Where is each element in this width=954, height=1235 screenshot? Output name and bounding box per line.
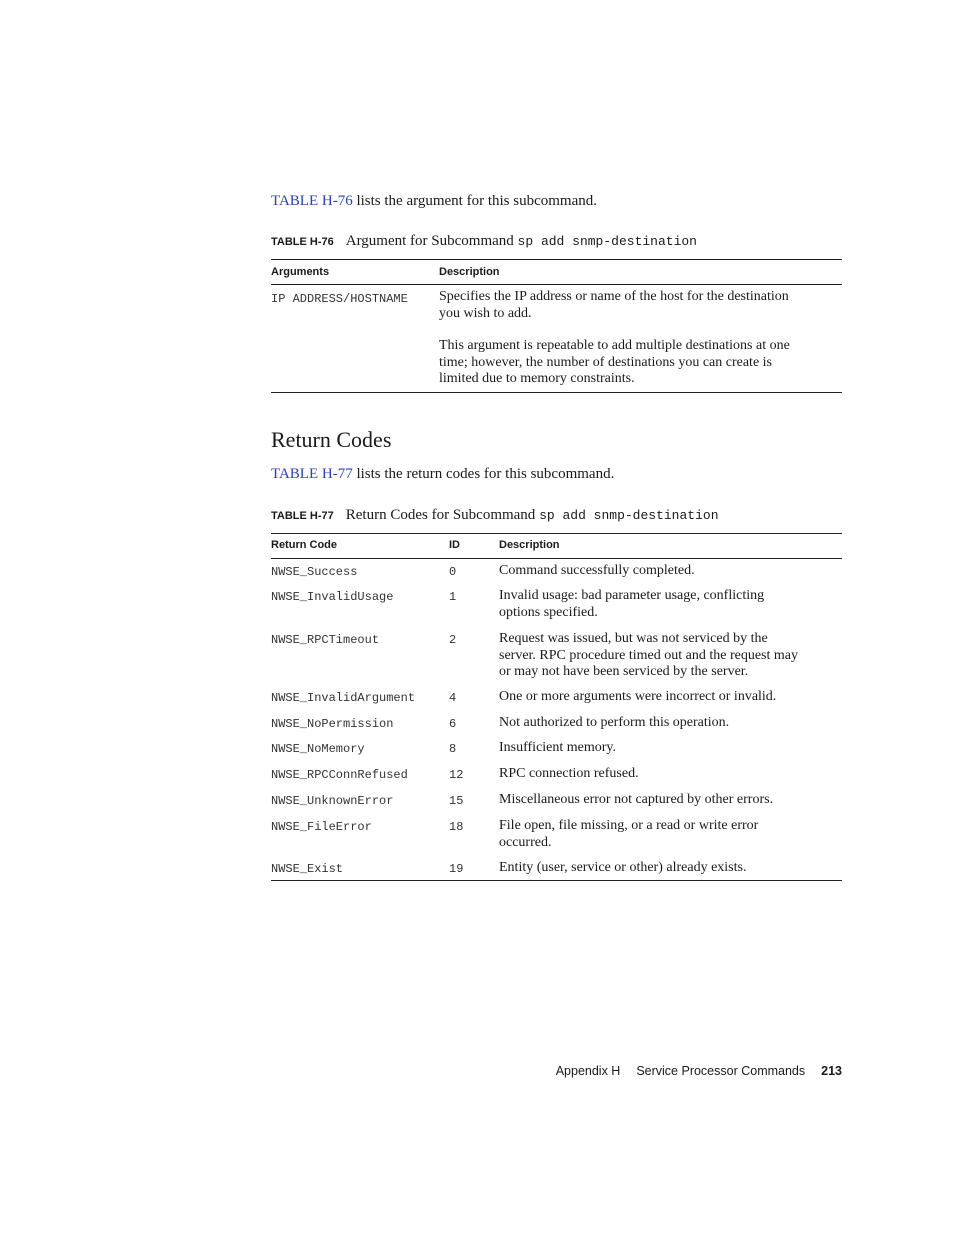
table-h77-bottom-rule [271,880,842,881]
return-code-cell: NWSE_NoMemory [271,742,365,756]
table-h76-caption [271,232,697,251]
id-cell: 2 [449,633,457,647]
description-line: Entity (user, service or other) already exists. [499,860,747,875]
description-cell [499,860,839,877]
description-line: Command successfully completed. [499,563,695,578]
table-h76-label: TABLE H-76 [271,236,334,248]
description-line: limited due to memory constraints. [439,371,635,386]
table-h77-header-return-code: Return Code [271,539,337,551]
table-h77-title: Return Codes for Subcommand [345,507,540,523]
id-cell: 12 [449,768,464,782]
intro-paragraph-1 [271,192,597,210]
description-line: server. RPC procedure timed out and the request may [499,647,798,663]
description-line: occurred. [499,834,552,850]
id-cell: 4 [449,691,457,705]
table-h76-top-rule [271,259,842,260]
description-cell [499,766,839,783]
description-line: or may not have been serviced by the server. [499,664,749,679]
description-cell [499,818,839,851]
table-h77-header-rule [271,558,842,559]
table-h77-header-description: Description [499,539,560,551]
id-cell: 18 [449,820,464,834]
table-h77-link[interactable]: TABLE H-77 [271,466,353,482]
table-h76-command: sp add snmp-destination [517,234,697,249]
description-cell [439,289,839,388]
return-code-cell: NWSE_Success [271,565,358,579]
description-line: Specifies the IP address or name of the host for the destination [439,289,789,304]
description-cell [499,689,839,706]
table-h76-header-arguments: Arguments [271,266,330,278]
description-line: Insufficient memory. [499,740,617,755]
table-h76-link[interactable]: TABLE H-76 [271,193,353,209]
description-line: Miscellaneous error not captured by other errors. [499,792,774,807]
id-cell: 6 [449,717,457,731]
return-code-cell: NWSE_Exist [271,862,344,876]
description-line: Not authorized to perform this operation. [499,715,730,730]
table-h76-bottom-rule [271,392,842,393]
description-line: File open, file missing, or a read or write error [499,818,759,833]
table-h77-command: sp add snmp-destination [539,508,719,523]
description-line: Invalid usage: bad parameter usage, conflicting [499,588,765,603]
return-code-cell: NWSE_RPCTimeout [271,633,380,647]
description-line: RPC connection refused. [499,766,639,781]
return-code-cell: NWSE_InvalidArgument [271,691,416,705]
section-heading-return-codes: Return Codes [271,427,392,452]
table-h76-title: Argument for Subcommand [345,233,518,249]
intro-paragraph-2 [271,465,614,483]
table-h77-top-rule [271,533,842,534]
return-code-cell: NWSE_RPCConnRefused [271,768,408,782]
intro-text-2: lists the return codes for this subcommand. [352,466,615,482]
intro-text-1: lists the argument for this subcommand. [352,193,597,209]
return-code-cell: NWSE_UnknownError [271,794,394,808]
id-cell: 8 [449,742,457,756]
description-cell [499,563,839,580]
table-h77-caption [271,506,719,525]
description-cell [499,631,839,681]
description-cell [499,588,839,621]
table-h77-header-id: ID [449,539,460,551]
return-code-cell: NWSE_FileError [271,820,372,834]
footer-section-title: Service Processor Commands [636,1064,806,1078]
id-cell: 15 [449,794,464,808]
footer-appendix: Appendix H [555,1064,621,1078]
description-line: Request was issued, but was not serviced by the [499,631,768,646]
argument-cell: IP ADDRESS/HOSTNAME [271,292,408,306]
table-h76-header-rule [271,284,842,285]
table-h76-header-description: Description [439,266,500,278]
description-line: This argument is repeatable to add multiple destinations at one [439,338,790,353]
page-footer [556,1063,842,1079]
return-code-cell: NWSE_InvalidUsage [271,590,394,604]
description-line: you wish to add. [439,305,532,321]
description-cell [499,792,839,809]
id-cell: 19 [449,862,464,876]
description-line: One or more arguments were incorrect or invalid. [499,689,777,704]
description-line: time; however, the number of destinations you can create is [439,354,772,370]
page-number: 213 [821,1064,842,1078]
description-cell [499,715,839,732]
table-h77-label: TABLE H-77 [271,510,334,522]
return-code-cell: NWSE_NoPermission [271,717,394,731]
description-line: options specified. [499,604,598,620]
id-cell: 1 [449,590,457,604]
description-cell [499,740,839,757]
id-cell: 0 [449,565,457,579]
